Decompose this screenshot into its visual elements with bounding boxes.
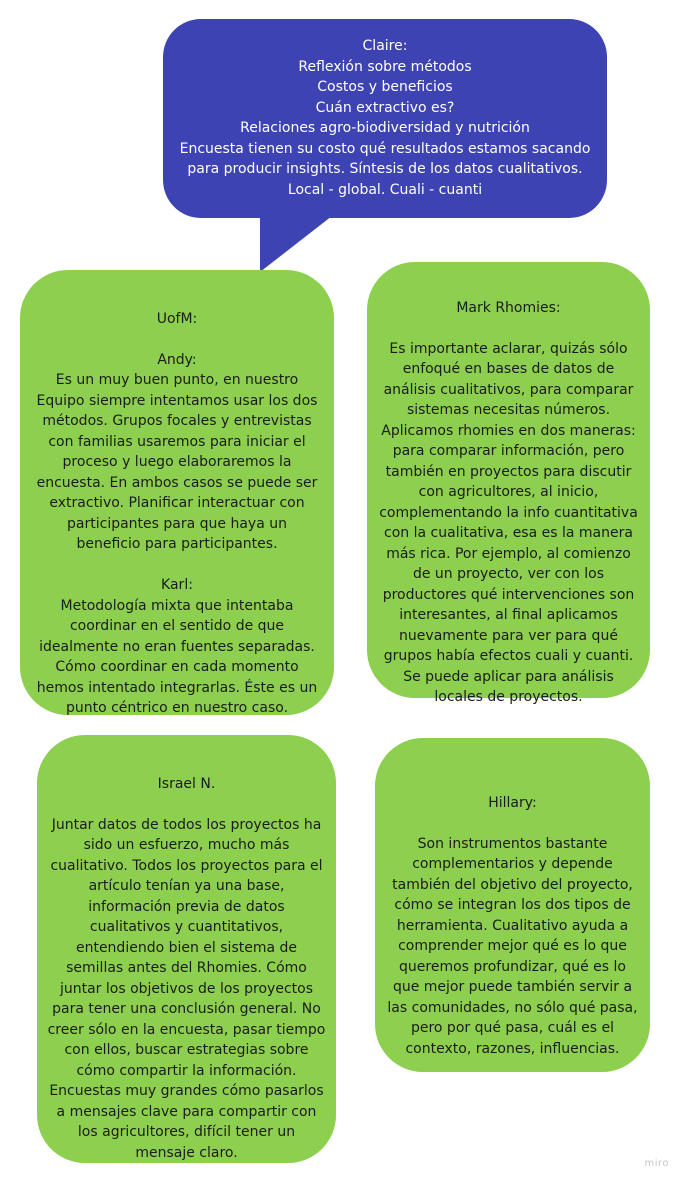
speech-bubble-tail (260, 216, 332, 272)
claire-item: Cuán extractivo es? (315, 99, 455, 116)
hillary-card-text: Hillary: Son instrumentos bastante complementarios y depende también del objetivo del proyecto, cómo se integran los dos tipos de herramienta. Cualitativo ayuda a comprender mejor qué es lo que queremos profundizar, qué es lo que mejor puede también servir a las comunidades, no sólo qué pasa, pero por qué pasa, cuál es el contexto, razones, influencias. (387, 794, 638, 1057)
miro-watermark: miro (644, 1158, 669, 1169)
claire-heading: Claire: (362, 38, 408, 54)
israel-card[interactable] (37, 735, 336, 1163)
claire-item: Costos y beneficios (317, 79, 453, 95)
israel-card-text: Israel N. Juntar datos de todos los proyectos ha sido un esfuerzo, mucho más cualitativo. Todos los proyectos para el artículo tenían ya una base, información previa de datos cualitativos y cuantitativos, entendiendo bien el sistema de semillas antes del Rhomies. Cómo juntar los objetivos de los proyectos para tener una conclusión general. No creer sólo en la encuesta, pasar tiempo con ellos, buscar estrategias sobre cómo compartir la información. Encuestas muy grandes cómo pasarlos a mensajes clave para compartir con los agricultores, difícil tener un mensaje claro. (47, 775, 326, 1161)
mark-rhomies-card[interactable] (367, 262, 650, 705)
uofm-card[interactable] (20, 270, 334, 715)
claire-speech-bubble[interactable] (163, 19, 607, 218)
mark-rhomies-card-text: Mark Rhomies: Es importante aclarar, quizás sólo enfoqué en bases de datos de análisis cualitativos, para comparar sistemas necesitas números. Aplicamos rhomies en dos maneras: para comparar información, pero también en proyectos para discutir con agricultores, al inicio, complementando la info cuantitativa con la cualitativa, esa es la manera más rica. Por ejemplo, al comienzo de un proyecto, ver con los productores qué intervenciones son interesantes, al final aplicamos nuevamente para ver para qué grupos había efectos cuali y cuanti. Se puede aplicar para análisis locales de proyectos. (379, 299, 638, 705)
claire-item: Reflexión sobre métodos (298, 58, 472, 75)
hillary-card[interactable] (375, 738, 650, 1072)
claire-item: Local - global. Cuali - cuanti (287, 181, 483, 198)
uofm-card-text: UofM: Andy: Es un muy buen punto, en nuestro Equipo siempre intentamos usar los dos métodos. Grupos focales y entrevistas con familias usaremos para iniciar el proceso y luego elaboraremos la encuesta. En ambos casos se puede ser extractivo. Planificar interactuar con participantes para que haya un beneficio para participantes. Karl: Metodología mixta que intentaba coordinar en el sentido de que idealmente no eran fuentes separadas. Cómo coordinar en cada momento hemos intentado integrarlas. Éste es un punto céntrico en nuestro caso. (36, 310, 318, 716)
claire-item: Relaciones agro-biodiversidad y nutrición (240, 120, 530, 136)
claire-item: Encuesta tienen su costo qué resultados estamos sacando para producir insights. Síntesis de los datos cualitativos. (179, 140, 591, 177)
